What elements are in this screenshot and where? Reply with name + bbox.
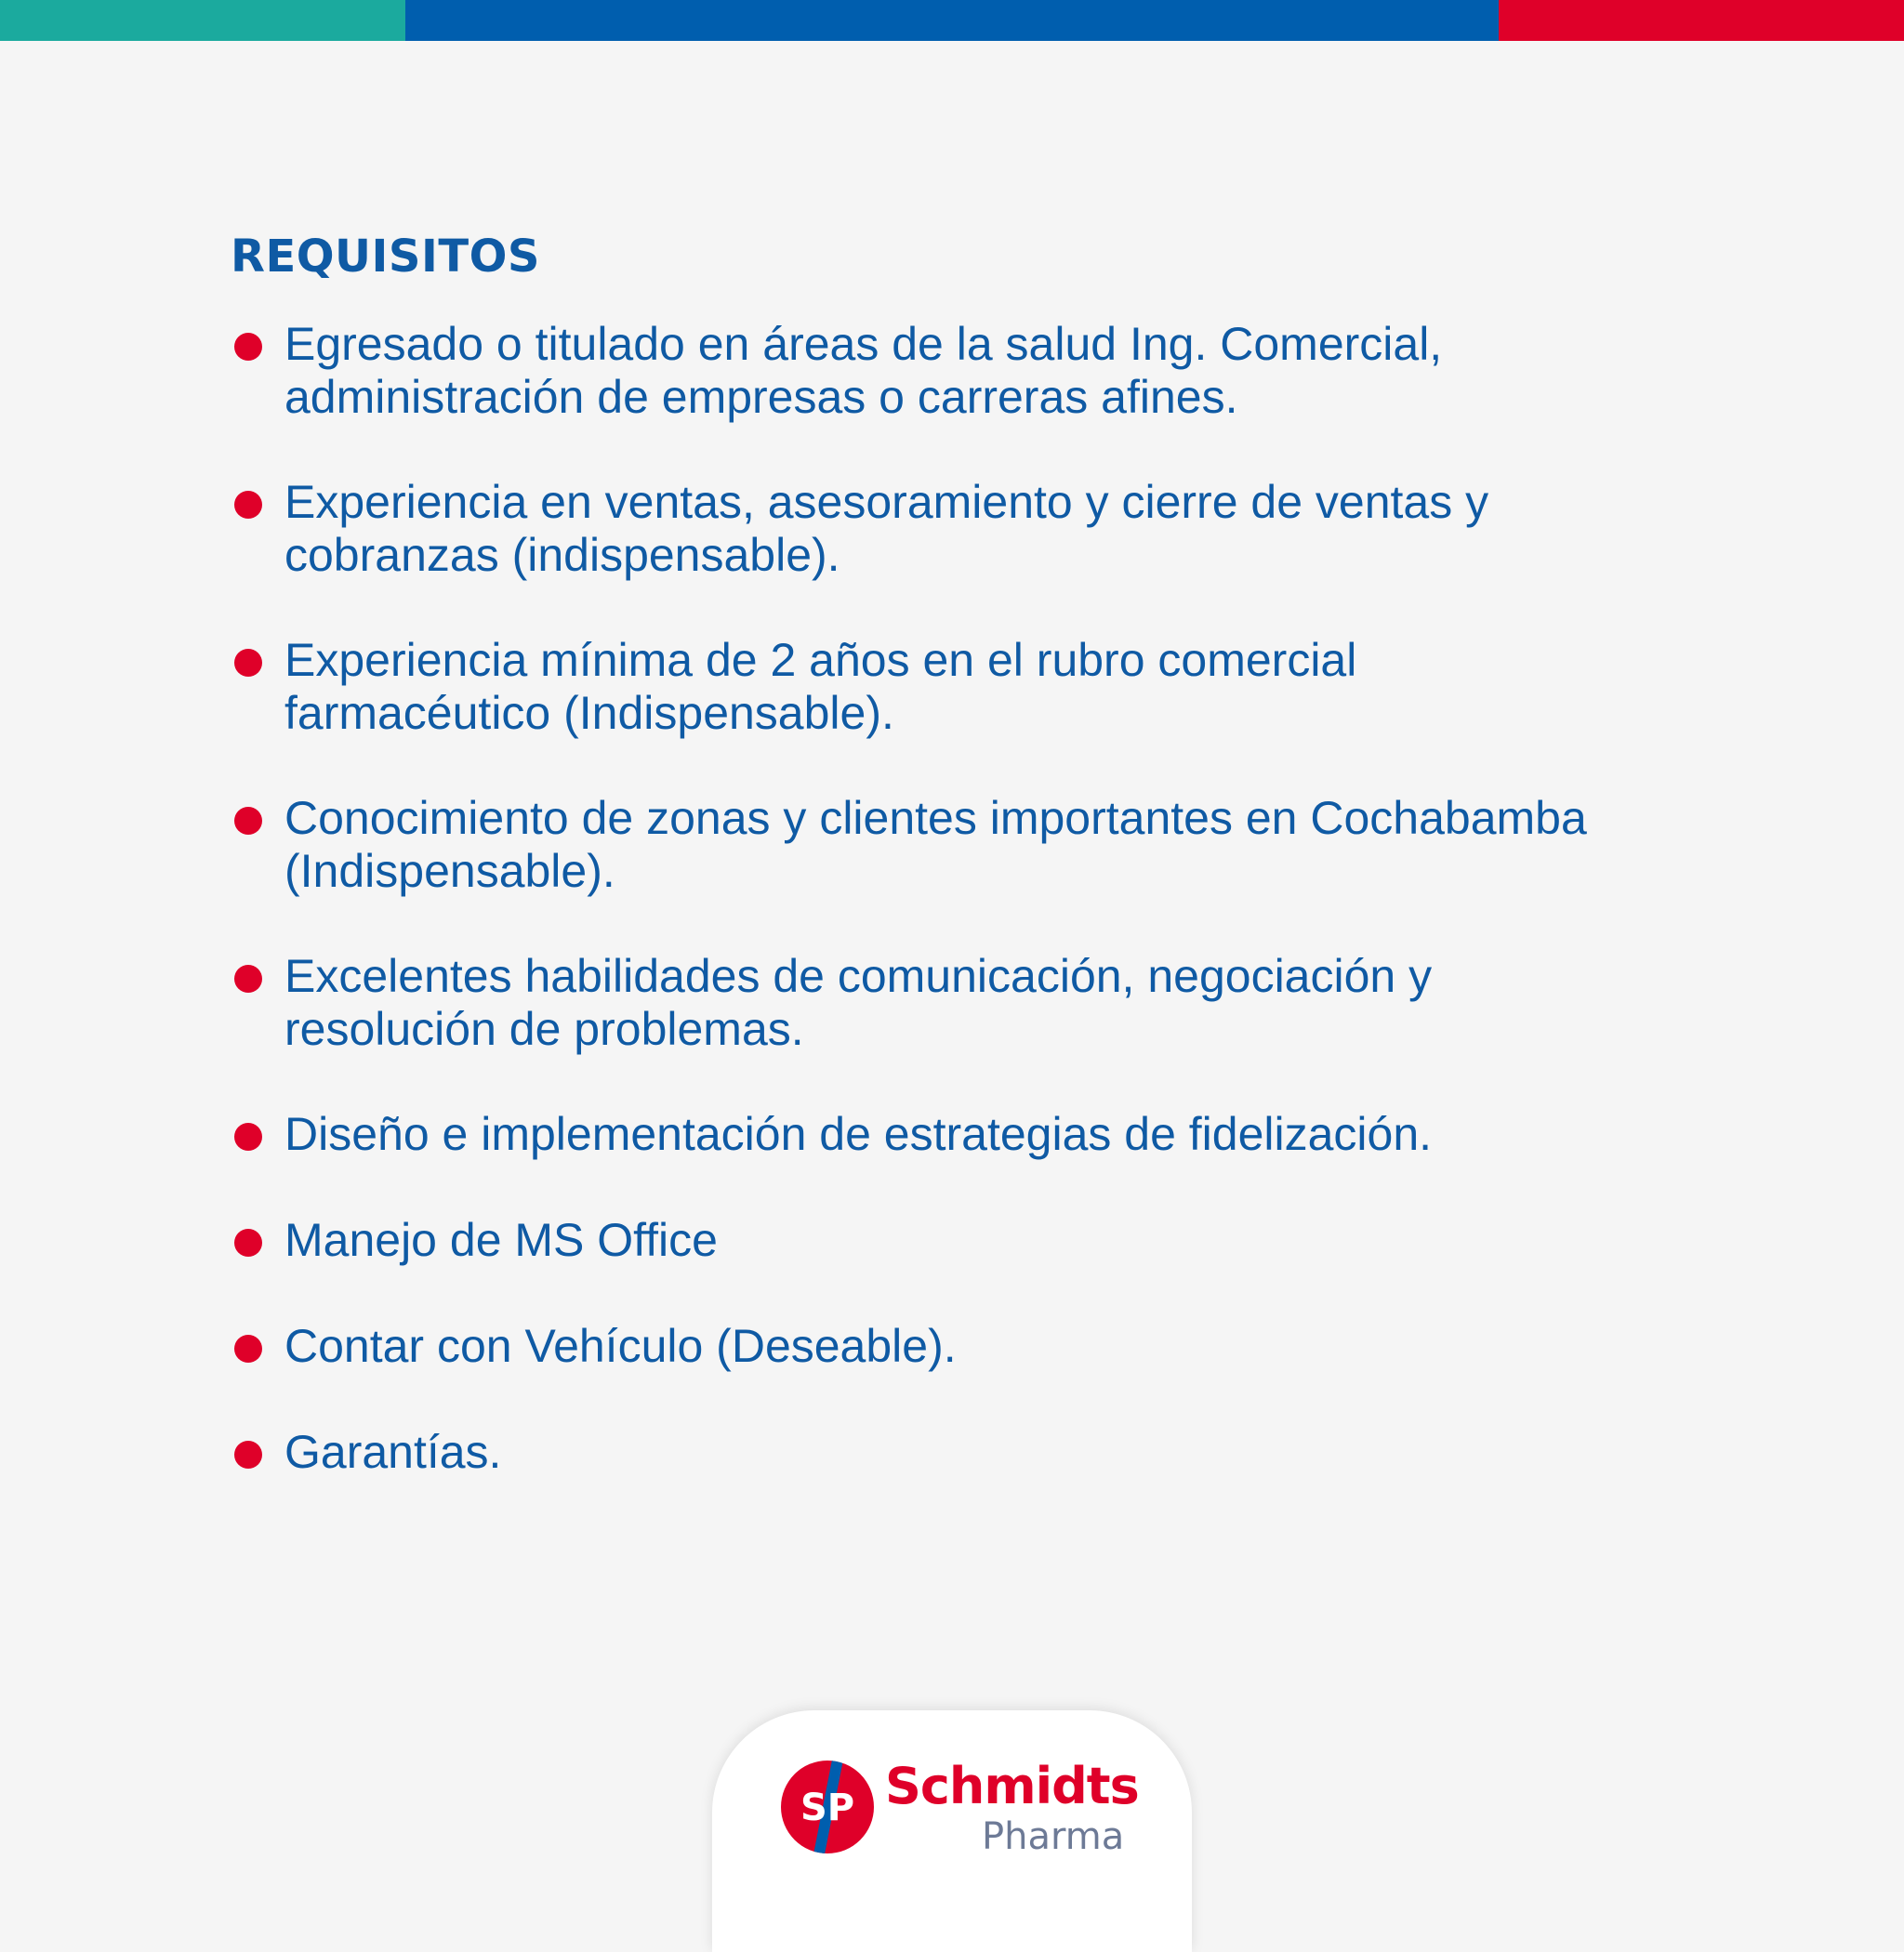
requirement-item [231,1214,1811,1267]
svg-text:SP: SP [800,1787,855,1829]
top-bar-red-segment [1499,0,1904,41]
requirement-text-line2: cobranzas (indispensable). [284,529,840,581]
top-bar-teal-segment [0,0,405,41]
requirement-text-line1: Conocimiento de zonas y clientes importantes en Cochabamba [284,792,1587,844]
bullet-icon [234,1441,262,1469]
requirement-item [231,1320,1811,1373]
requirement-text-line2: administración de empresas o carreras afines. [284,371,1238,423]
top-bar-blue-segment [405,0,1499,41]
requirement-item [231,476,1811,582]
bullet-icon [234,649,262,677]
bullet-icon [234,1123,262,1151]
requirement-text-line2: resolución de problemas. [284,1003,804,1055]
requirement-item [231,950,1811,1056]
brand-name: Schmidts [885,1757,1139,1815]
logo-card [712,1710,1192,1952]
requirement-text-line2: (Indispensable). [284,845,615,897]
requirement-text: Contar con Vehículo (Deseable). [284,1320,957,1372]
top-color-bar [0,0,1904,41]
bullet-icon [234,333,262,361]
requirement-text: Diseño e implementación de estrategias de fidelización. [284,1108,1433,1160]
requirement-item [231,318,1811,424]
section-heading: REQUISITOS [231,231,540,283]
requirement-item [231,1108,1811,1161]
schmidts-pharma-logo-icon [779,1759,876,1855]
requirement-text: Garantías. [284,1426,502,1478]
requirements-list [231,318,1811,1479]
requirements-section [231,223,1811,1479]
bullet-icon [234,965,262,993]
requirement-text-line2: farmacéutico (Indispensable). [284,687,894,739]
requirement-item [231,792,1811,898]
bullet-icon [234,807,262,835]
brand-subtitle: Pharma [982,1815,1125,1858]
bullet-icon [234,1229,262,1257]
requirement-item [231,634,1811,740]
requirement-item [231,1426,1811,1479]
requirement-text-line1: Experiencia en ventas, asesoramiento y cierre de ventas y [284,476,1489,528]
bullet-icon [234,1335,262,1363]
requirement-text-line1: Experiencia mínima de 2 años en el rubro comercial [284,634,1357,686]
bullet-icon [234,491,262,519]
requirement-text-line1: Excelentes habilidades de comunicación, negociación y [284,950,1433,1002]
requirement-text: Manejo de MS Office [284,1214,718,1266]
requirement-text-line1: Egresado o titulado en áreas de la salud Ing. Comercial, [284,318,1443,370]
